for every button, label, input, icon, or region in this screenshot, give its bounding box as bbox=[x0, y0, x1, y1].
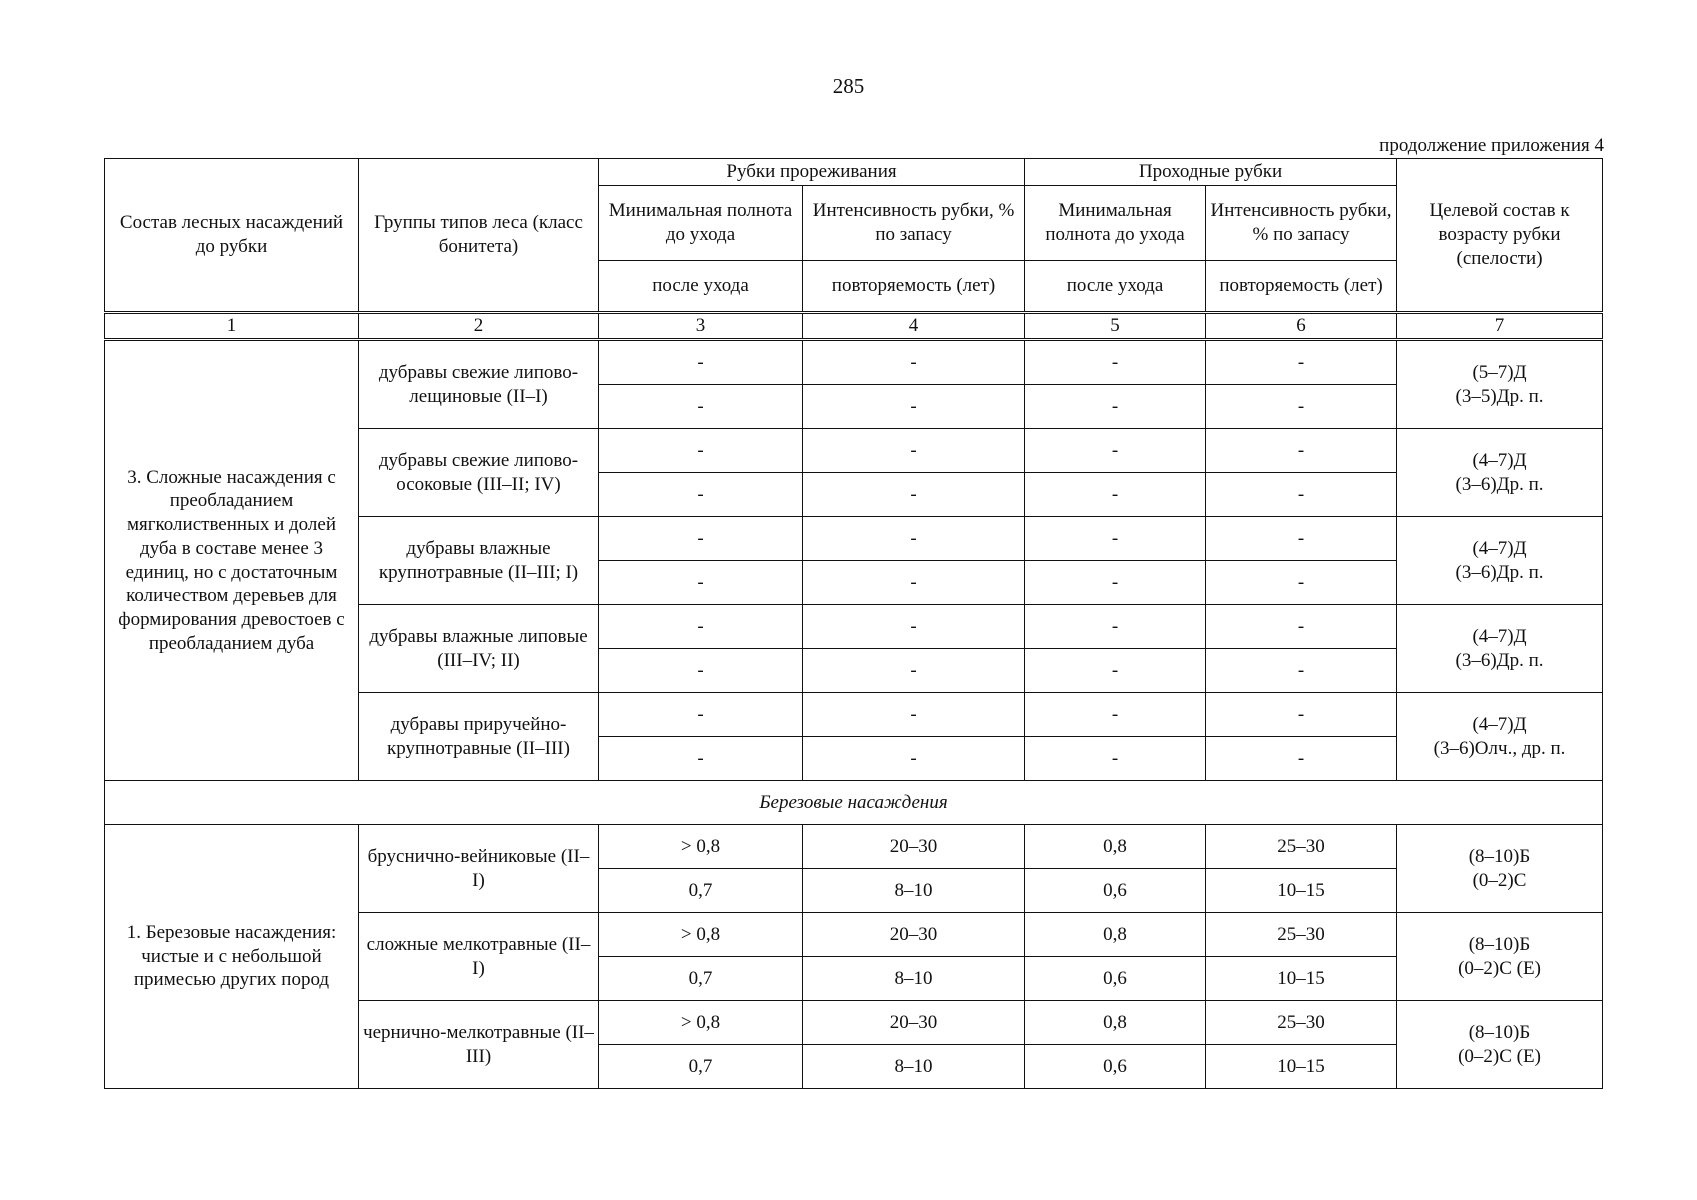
target-composition-cell: (4–7)Д (3–6)Олч., др. п. bbox=[1397, 693, 1603, 781]
header-intensity: Интенсивность рубки, % по запасу bbox=[803, 186, 1025, 261]
table-cell: - bbox=[1206, 429, 1397, 473]
forest-type-cell: дубравы свежие липово-осоковые (III–II; IV) bbox=[359, 429, 599, 517]
forest-type-cell: дубравы влажные липовые (III–IV; II) bbox=[359, 605, 599, 693]
table-cell: - bbox=[1206, 737, 1397, 781]
table-cell: - bbox=[599, 473, 803, 517]
forest-type-cell: чернично-мелкотравные (II–III) bbox=[359, 1001, 599, 1089]
table-cell: - bbox=[803, 340, 1025, 385]
table-cell: - bbox=[803, 429, 1025, 473]
table-cell: 20–30 bbox=[803, 825, 1025, 869]
composition-cell: 3. Сложные насаждения с преобладанием мягколиственных и долей дуба в составе менее 3 единиц, но с достаточным количеством деревьев для формирования древостоев с преобладанием дуба bbox=[105, 340, 359, 781]
table-cell: - bbox=[599, 605, 803, 649]
table-cell: 8–10 bbox=[803, 957, 1025, 1001]
table-cell: - bbox=[803, 737, 1025, 781]
table-cell: 25–30 bbox=[1206, 825, 1397, 869]
header-after-care: после ухода bbox=[599, 261, 803, 313]
table-cell: - bbox=[1025, 340, 1206, 385]
table-cell: - bbox=[599, 561, 803, 605]
target-composition-cell: (8–10)Б (0–2)С (Е) bbox=[1397, 913, 1603, 1001]
table-cell: - bbox=[803, 605, 1025, 649]
table-cell: 25–30 bbox=[1206, 913, 1397, 957]
table-cell: 20–30 bbox=[803, 913, 1025, 957]
table-cell: - bbox=[803, 473, 1025, 517]
header-min-density-2: Минимальная полнота до ухода bbox=[1025, 186, 1206, 261]
target-composition-cell: (4–7)Д (3–6)Др. п. bbox=[1397, 429, 1603, 517]
table-cell: - bbox=[803, 385, 1025, 429]
header-composition: Состав лесных насаждений до рубки bbox=[105, 159, 359, 313]
header-intensity-2: Интенсивность рубки, % по запасу bbox=[1206, 186, 1397, 261]
header-after-care-2: после ухода bbox=[1025, 261, 1206, 313]
table-cell: - bbox=[803, 693, 1025, 737]
header-repeat: повторяемость (лет) bbox=[803, 261, 1025, 313]
table-cell: 0,6 bbox=[1025, 869, 1206, 913]
target-composition-cell: (8–10)Б (0–2)С bbox=[1397, 825, 1603, 913]
table-cell: - bbox=[1025, 517, 1206, 561]
table-cell: 8–10 bbox=[803, 1045, 1025, 1089]
table-cell: - bbox=[1206, 385, 1397, 429]
table-cell: - bbox=[1206, 605, 1397, 649]
column-number: 6 bbox=[1206, 313, 1397, 340]
table-cell: - bbox=[1025, 561, 1206, 605]
table-cell: 0,8 bbox=[1025, 913, 1206, 957]
table-cell: 20–30 bbox=[803, 1001, 1025, 1045]
table-cell: > 0,8 bbox=[599, 913, 803, 957]
table-cell: - bbox=[1206, 693, 1397, 737]
table-cell: 25–30 bbox=[1206, 1001, 1397, 1045]
table-cell: 8–10 bbox=[803, 869, 1025, 913]
target-composition-cell: (5–7)Д (3–5)Др. п. bbox=[1397, 340, 1603, 429]
header-repeat-2: повторяемость (лет) bbox=[1206, 261, 1397, 313]
table-cell: - bbox=[599, 517, 803, 561]
table-cell: - bbox=[599, 693, 803, 737]
forest-type-cell: сложные мелкотравные (II–I) bbox=[359, 913, 599, 1001]
table-cell: - bbox=[1206, 561, 1397, 605]
table-cell: - bbox=[803, 649, 1025, 693]
column-number: 2 bbox=[359, 313, 599, 340]
table-cell: 0,8 bbox=[1025, 1001, 1206, 1045]
table-cell: - bbox=[599, 737, 803, 781]
table-cell: 0,8 bbox=[1025, 825, 1206, 869]
table-cell: - bbox=[1206, 517, 1397, 561]
header-min-density: Минимальная полнота до ухода bbox=[599, 186, 803, 261]
table-cell: 0,6 bbox=[1025, 957, 1206, 1001]
column-number: 1 bbox=[105, 313, 359, 340]
table-cell: - bbox=[1206, 340, 1397, 385]
forest-type-cell: дубравы приручейно-крупнотравные (II–III) bbox=[359, 693, 599, 781]
column-number: 5 bbox=[1025, 313, 1206, 340]
table-cell: 0,7 bbox=[599, 957, 803, 1001]
table-cell: - bbox=[803, 561, 1025, 605]
column-number: 7 bbox=[1397, 313, 1603, 340]
table-cell: - bbox=[1206, 649, 1397, 693]
target-composition-cell: (4–7)Д (3–6)Др. п. bbox=[1397, 605, 1603, 693]
header-passage-cutting: Проходные рубки bbox=[1025, 159, 1397, 186]
page-number: 285 bbox=[832, 74, 865, 98]
column-number: 3 bbox=[599, 313, 803, 340]
table-cell: 10–15 bbox=[1206, 957, 1397, 1001]
table-cell: 10–15 bbox=[1206, 869, 1397, 913]
table-cell: > 0,8 bbox=[599, 825, 803, 869]
table-cell: - bbox=[1025, 473, 1206, 517]
table-cell: 0,7 bbox=[599, 1045, 803, 1089]
continuation-note: продолжение приложения 4 bbox=[1379, 135, 1604, 156]
composition-cell: 1. Березовые насаждения: чистые и с небольшой примесью других пород bbox=[105, 825, 359, 1089]
header-forest-groups: Группы типов леса (класс бонитета) bbox=[359, 159, 599, 313]
forest-care-table bbox=[104, 158, 1603, 1089]
table-cell: - bbox=[1025, 649, 1206, 693]
section-title: Березовые насаждения bbox=[105, 781, 1603, 825]
table-cell: - bbox=[599, 429, 803, 473]
table-cell: - bbox=[1025, 605, 1206, 649]
header-target-composition: Целевой состав к возрасту рубки (спелости) bbox=[1397, 159, 1603, 313]
table-cell: - bbox=[1025, 385, 1206, 429]
table-cell: - bbox=[803, 517, 1025, 561]
forest-type-cell: дубравы свежие липово-лещиновые (II–I) bbox=[359, 340, 599, 429]
table-cell: - bbox=[599, 340, 803, 385]
table-cell: - bbox=[1025, 429, 1206, 473]
table-cell: 0,7 bbox=[599, 869, 803, 913]
table-cell: - bbox=[599, 649, 803, 693]
table-cell: - bbox=[1025, 737, 1206, 781]
table-cell: 0,6 bbox=[1025, 1045, 1206, 1089]
forest-type-cell: дубравы влажные крупнотравные (II–III; I) bbox=[359, 517, 599, 605]
table-cell: 10–15 bbox=[1206, 1045, 1397, 1089]
table-cell: - bbox=[1206, 473, 1397, 517]
target-composition-cell: (4–7)Д (3–6)Др. п. bbox=[1397, 517, 1603, 605]
forest-type-cell: бруснично-вейниковые (II–I) bbox=[359, 825, 599, 913]
header-thinning: Рубки прореживания bbox=[599, 159, 1025, 186]
column-number: 4 bbox=[803, 313, 1025, 340]
table-cell: - bbox=[599, 385, 803, 429]
target-composition-cell: (8–10)Б (0–2)С (Е) bbox=[1397, 1001, 1603, 1089]
table-cell: > 0,8 bbox=[599, 1001, 803, 1045]
table-cell: - bbox=[1025, 693, 1206, 737]
